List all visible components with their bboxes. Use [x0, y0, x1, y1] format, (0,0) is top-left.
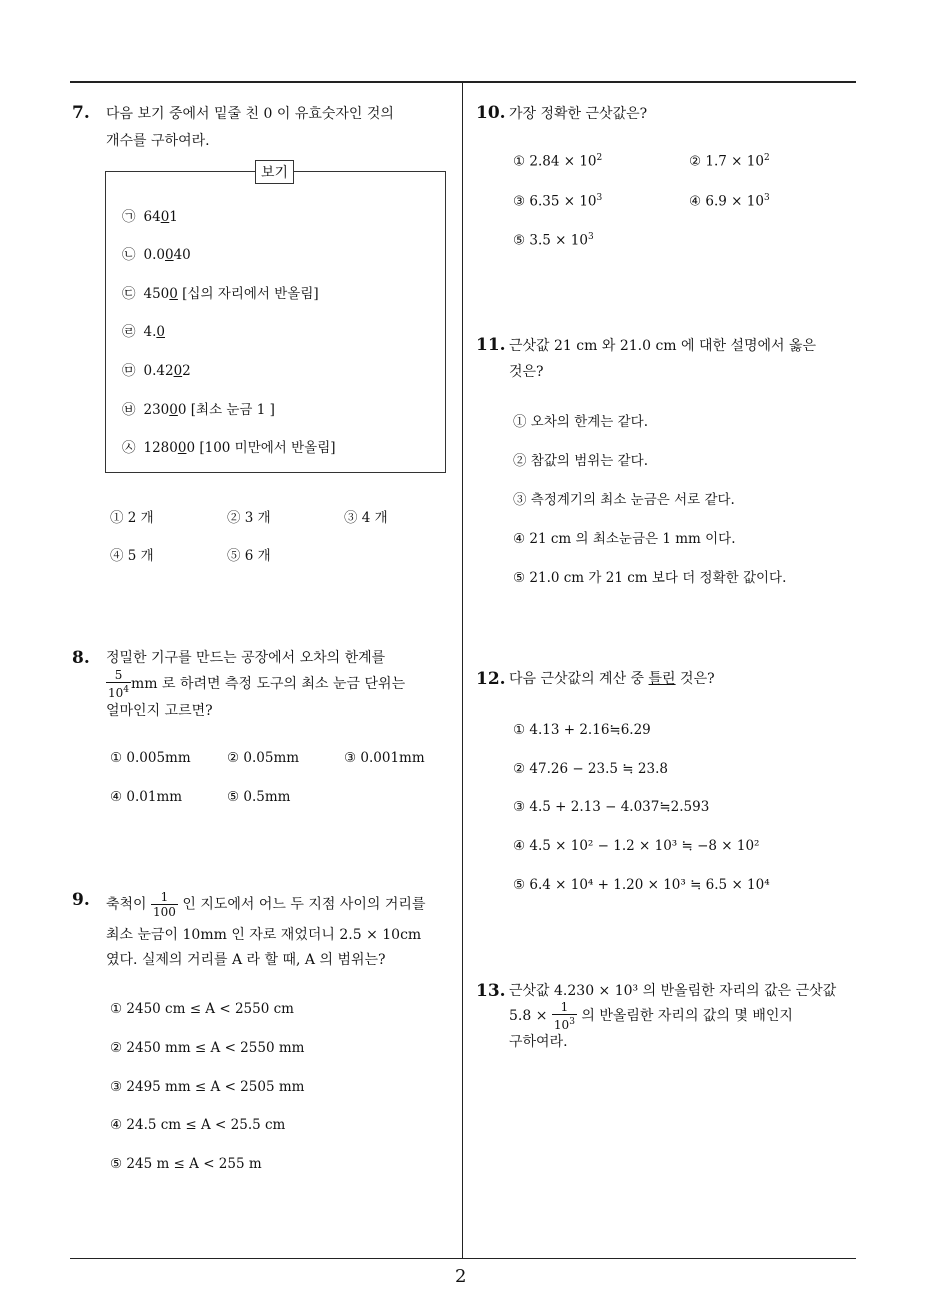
q11-line1: 근삿값 21 cm 와 21.0 cm 에 대한 설명에서 옳은 [509, 338, 817, 354]
q11-option-4[interactable]: ④ 21 cm 의 최소눈금은 1 mm 이다. [513, 531, 736, 547]
q12-text: 다음 근삿값의 계산 중 틀린 것은? [509, 671, 715, 687]
q8-line2 [106, 668, 405, 700]
q12-option-1[interactable]: ① 4.13 + 2.16≒6.29 [513, 722, 651, 738]
q12-option-5[interactable]: ⑤ 6.4 × 10⁴ + 1.20 × 10³ ≒ 6.5 × 10⁴ [513, 877, 770, 893]
q9-frac-num: 1 [151, 890, 178, 905]
q8-option-5[interactable]: ⑤ 0.5mm [227, 789, 291, 805]
q11-option-2[interactable]: ② 참값의 범위는 같다. [513, 453, 648, 469]
q8-option-2[interactable]: ② 0.05mm [227, 750, 300, 766]
q11-option-1[interactable]: ① 오차의 한계는 같다. [513, 414, 648, 430]
q11-option-3[interactable]: ③ 측정계기의 최소 눈금은 서로 같다. [513, 492, 735, 508]
q8-option-1[interactable]: ① 0.005mm [110, 750, 191, 766]
q7-underlined-zero: 0 [160, 209, 170, 225]
q13-line3: 구하여라. [509, 1034, 568, 1050]
q9-option-2[interactable]: ② 2450 mm ≤ A < 2550 mm [110, 1040, 305, 1056]
q12-option-2[interactable]: ② 47.26 − 23.5 ≒ 23.8 [513, 761, 668, 777]
q8-line1: 정밀한 기구를 만드는 공장에서 오차의 한계를 [106, 650, 386, 666]
q9-line1-pre: 축척이 [106, 896, 147, 913]
q9-option-5[interactable]: ⑤ 245 m ≤ A < 255 m [110, 1156, 262, 1172]
q11-option-5[interactable]: ⑤ 21.0 cm 가 21 cm 보다 더 정확한 값이다. [513, 570, 787, 586]
q9-option-3[interactable]: ③ 2495 mm ≤ A < 2505 mm [110, 1079, 305, 1095]
bottom-rule [70, 1258, 856, 1259]
q7-underlined-zero: 0 [169, 402, 178, 418]
q8-frac-den: 10 [108, 686, 124, 700]
q11-line2: 것은? [509, 364, 544, 380]
q10-option-2[interactable]: ② $1.7 \times 10^2$ [689, 153, 770, 170]
q10-option-1[interactable]: ① $2.84 \times 10^2$ [513, 153, 603, 170]
q7-item-mark: ㉣ [122, 324, 136, 340]
q7-option-4[interactable]: ④ 5 개 [110, 548, 154, 564]
q9-line3: 였다. 실제의 거리를 A 라 할 때, A 의 범위는? [106, 952, 386, 968]
q11-number: 11. [476, 335, 506, 355]
q13-frac-num: 1 [552, 1000, 577, 1015]
q7-underlined-zero: 0 [177, 440, 187, 456]
q7-item-mark: ㉠ [122, 209, 136, 225]
q7-option-1[interactable]: ① 2 개 [110, 510, 154, 526]
q10-option-3[interactable]: ③ $6.35 \times 10^3$ [513, 193, 603, 210]
q12-underlined-word: 틀린 [648, 671, 676, 687]
q7-line1: 다음 보기 중에서 밑줄 친 0 이 유효숫자인 것의 [106, 106, 394, 122]
q8-line3: 얼마인지 고르면? [106, 703, 213, 719]
q8-number: 8. [72, 648, 90, 668]
q7-example-item: ㉢ 4500 [십의 자리에서 반올림] [122, 286, 319, 302]
q9-line2: 최소 눈금이 10mm 인 자로 재었더니 2.5 × 10cm [106, 927, 422, 943]
q10-option-5[interactable]: ⑤ $3.5 \times 10^3$ [513, 232, 594, 249]
q9-line1 [106, 890, 425, 919]
q7-line2: 개수를 구하여라. [106, 133, 210, 149]
q7-item-mark: ㉢ [122, 286, 136, 302]
q9-fraction [151, 890, 178, 919]
q7-option-3[interactable]: ③ 4 개 [344, 510, 388, 526]
page-number: 2 [455, 1266, 467, 1287]
q8-frac-den-exp: 4 [123, 685, 130, 695]
q12-option-4[interactable]: ④ 4.5 × 10² − 1.2 × 10³ ≒ −8 × 10² [513, 838, 760, 854]
q9-line1-post: 인 지도에서 어느 두 지점 사이의 거리를 [182, 896, 426, 913]
q12-option-3[interactable]: ③ 4.5 + 2.13 − 4.037≒2.593 [513, 799, 710, 815]
q7-underlined-zero: 0 [173, 363, 183, 379]
q13-line1: 근삿값 4.230 × 10³ 의 반올림한 자리의 값은 근삿값 [509, 983, 837, 999]
q7-example-item: ㉡ 0.0040 [122, 247, 191, 263]
q7-underlined-zero: 0 [156, 324, 165, 340]
q7-underlined-zero: 0 [164, 247, 174, 263]
q12-number: 12. [476, 669, 506, 689]
q13-line2-post: 의 반올림한 자리의 값의 몇 배인지 [581, 1008, 793, 1024]
q7-box-label: 보기 [255, 160, 294, 184]
q7-option-5[interactable]: ⑤ 6 개 [227, 548, 271, 564]
top-rule [70, 81, 856, 83]
q8-option-4[interactable]: ④ 0.01mm [110, 789, 183, 805]
q8-option-3[interactable]: ③ 0.001mm [344, 750, 425, 766]
q7-item-mark: ㉡ [122, 247, 136, 263]
q8-frac-num: 5 [106, 668, 131, 683]
q8-fraction [106, 668, 131, 700]
q10-option-4[interactable]: ④ $6.9 \times 10^3$ [689, 193, 770, 210]
q9-frac-den: 100 [153, 905, 176, 919]
q7-number: 7. [72, 103, 90, 123]
q7-underlined-zero: 0 [169, 286, 178, 302]
q7-example-item: ㉦ 128000 [100 미만에서 반올림] [122, 440, 336, 456]
q9-number: 9. [72, 890, 90, 910]
q13-line2-pre: 5.8 × [509, 1008, 548, 1024]
q7-item-mark: ㉤ [122, 363, 136, 379]
q7-example-item: ㉣ 4.0 [122, 324, 165, 340]
q13-frac-den-exp: 3 [569, 1017, 575, 1027]
q10-number: 10. [476, 103, 506, 123]
q7-option-2[interactable]: ② 3 개 [227, 510, 271, 526]
column-divider [462, 83, 463, 1259]
q13-number: 13. [476, 981, 506, 1001]
q9-option-4[interactable]: ④ 24.5 cm ≤ A < 25.5 cm [110, 1117, 286, 1133]
q10-text: 가장 정확한 근삿값은? [509, 106, 648, 122]
q7-example-item: ㉥ 23000 [최소 눈금 1 ] [122, 402, 275, 418]
q7-example-item: ㉠ 6401 [122, 209, 178, 225]
q9-option-1[interactable]: ① 2450 cm ≤ A < 2550 cm [110, 1001, 294, 1017]
q7-item-mark: ㉥ [122, 402, 136, 418]
q13-frac-den: 10 [553, 1018, 570, 1032]
q8-line2-text: mm 로 하려면 측정 도구의 최소 눈금 단위는 [131, 676, 406, 692]
q7-example-item: ㉤ 0.4202 [122, 363, 191, 379]
q7-item-mark: ㉦ [122, 440, 136, 456]
